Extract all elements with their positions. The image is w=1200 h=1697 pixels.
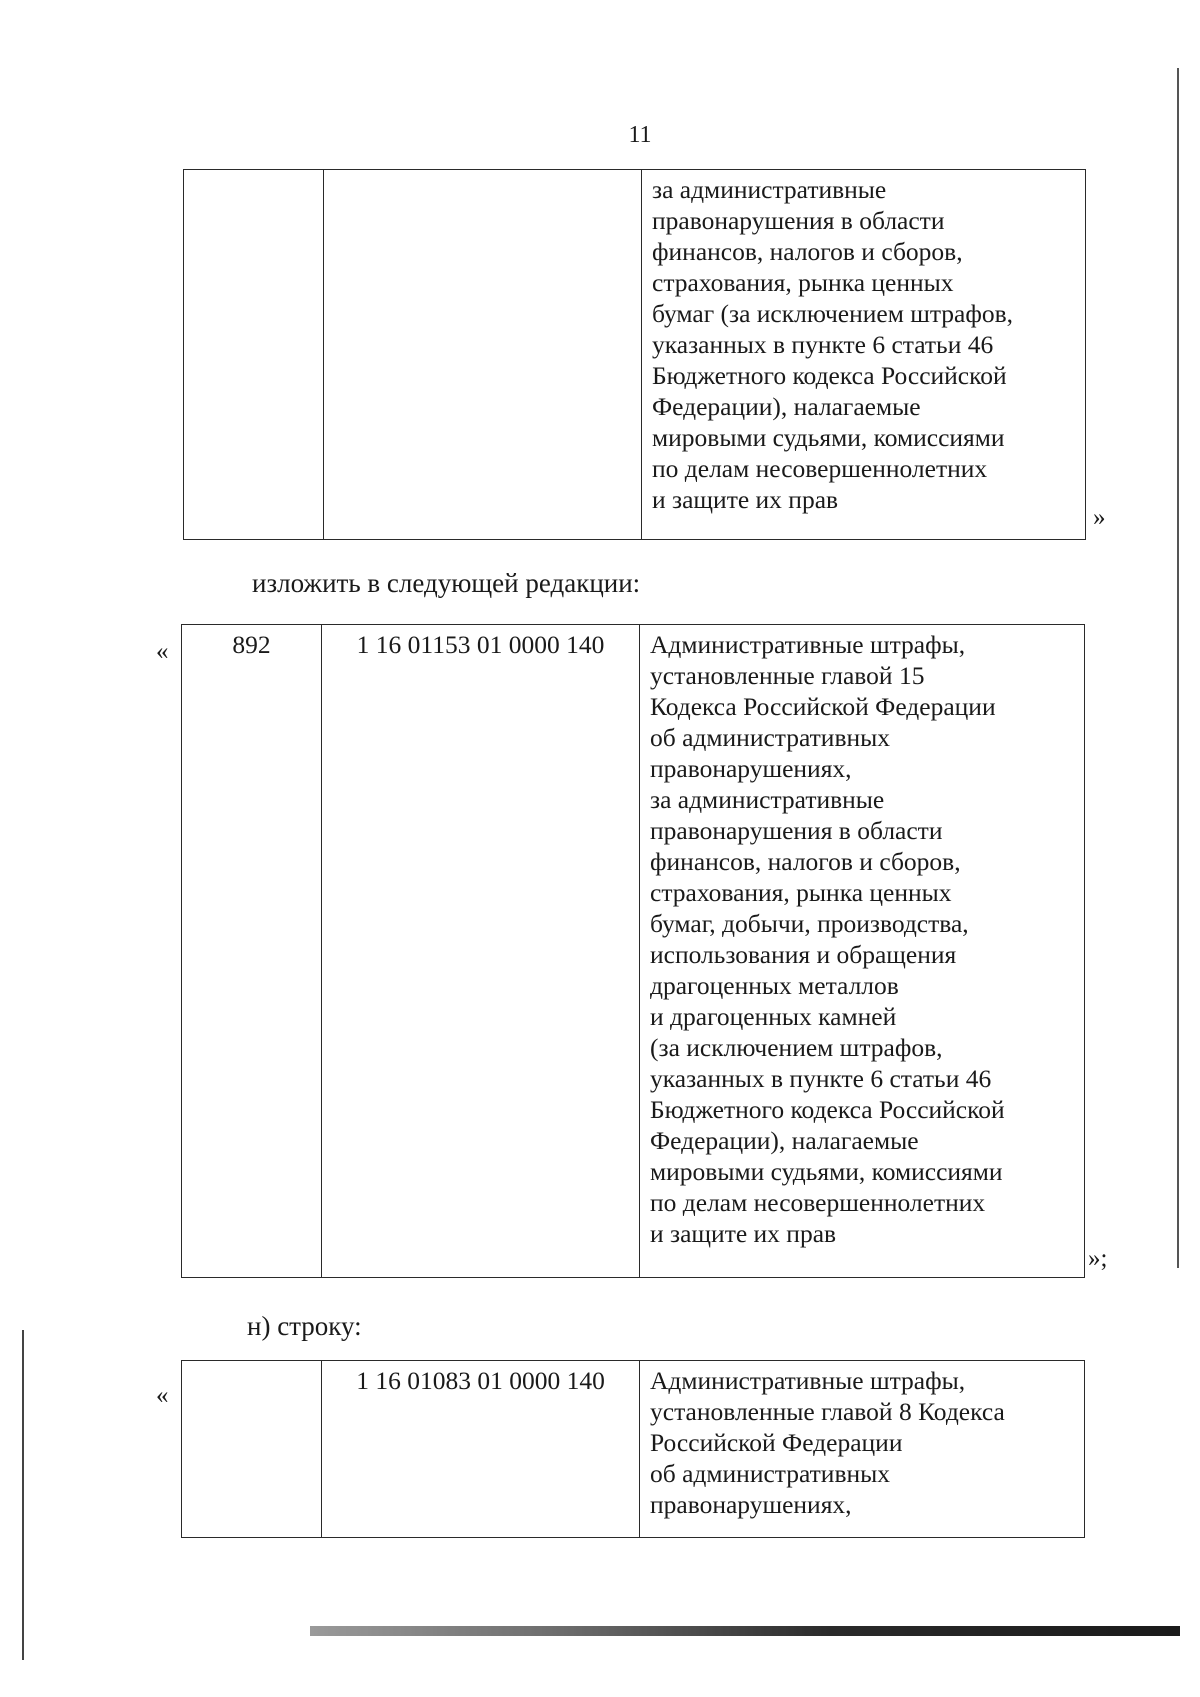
budget-code-cell: 892 [182, 625, 322, 1278]
close-quote: »; [1088, 1245, 1108, 1272]
text-line: страхования, рынка ценных [652, 268, 954, 297]
kbk-code-cell: 1 16 01153 01 0000 140 [322, 625, 640, 1278]
paragraph-item-n: н) строку: [247, 1311, 362, 1341]
right-margin-rule [1177, 68, 1179, 1268]
budget-code-cell [184, 170, 324, 540]
text-line: Бюджетного кодекса Российской [650, 1095, 1005, 1124]
text-line: бумаг, добычи, производства, [650, 909, 969, 938]
text-line: об административных [650, 1459, 891, 1488]
page-number: 11 [628, 122, 652, 148]
text-line: мировыми судьями, комиссиями [652, 423, 1005, 452]
text-line: использования и обращения [650, 940, 957, 969]
kbk-code-cell [324, 170, 642, 540]
text-line: Российской Федерации [650, 1428, 903, 1457]
text-line: за административные [650, 785, 885, 814]
table-row [182, 1361, 1085, 1538]
table-top [183, 169, 1086, 540]
left-margin-rule [22, 1330, 24, 1660]
text-line: (за исключением штрафов, [650, 1033, 943, 1062]
budget-code-cell [182, 1361, 322, 1538]
description-cell [640, 1361, 1085, 1538]
paragraph-edit-instruction: изложить в следующей редакции: [252, 568, 641, 598]
text-line: и защите их прав [652, 485, 839, 514]
text-line: финансов, налогов и сборов, [650, 847, 961, 876]
text-line: страхования, рынка ценных [650, 878, 952, 907]
text-line: Административные штрафы, [650, 1366, 966, 1395]
text-line: за административные [652, 175, 887, 204]
open-quote: « [156, 638, 169, 665]
table-row [184, 170, 1086, 540]
text-line: указанных в пункте 6 статьи 46 [652, 330, 994, 359]
text-line: указанных в пункте 6 статьи 46 [650, 1064, 992, 1093]
text-line: по делам несовершеннолетних [652, 454, 988, 483]
text-line: по делам несовершеннолетних [650, 1188, 986, 1217]
open-quote: « [156, 1382, 169, 1409]
text-line: правонарушениях, [650, 754, 852, 783]
table-bottom [181, 1360, 1085, 1538]
table-middle [181, 624, 1085, 1278]
close-quote: » [1093, 504, 1106, 531]
text-line: бумаг (за исключением штрафов, [652, 299, 1014, 328]
text-line: финансов, налогов и сборов, [652, 237, 963, 266]
text-line: мировыми судьями, комиссиями [650, 1157, 1003, 1186]
text-line: об административных [650, 723, 891, 752]
description-cell [640, 625, 1085, 1278]
text-line: установленные главой 8 Кодекса [650, 1397, 1005, 1426]
text-line: и драгоценных камней [650, 1002, 897, 1031]
text-line: установленные главой 15 [650, 661, 925, 690]
text-line: правонарушениях, [650, 1490, 852, 1519]
text-line: Бюджетного кодекса Российской [652, 361, 1007, 390]
description-cell [642, 170, 1086, 540]
text-line: Федерации), налагаемые [650, 1126, 919, 1155]
scan-bottom-band [310, 1626, 1180, 1636]
text-line: драгоценных металлов [650, 971, 899, 1000]
kbk-code-cell: 1 16 01083 01 0000 140 [322, 1361, 640, 1538]
text-line: правонарушения в области [650, 816, 943, 845]
text-line: правонарушения в области [652, 206, 945, 235]
text-line: Административные штрафы, [650, 630, 966, 659]
table-row [182, 625, 1085, 1278]
text-line: Кодекса Российской Федерации [650, 692, 996, 721]
text-line: и защите их прав [650, 1219, 837, 1248]
text-line: Федерации), налагаемые [652, 392, 921, 421]
